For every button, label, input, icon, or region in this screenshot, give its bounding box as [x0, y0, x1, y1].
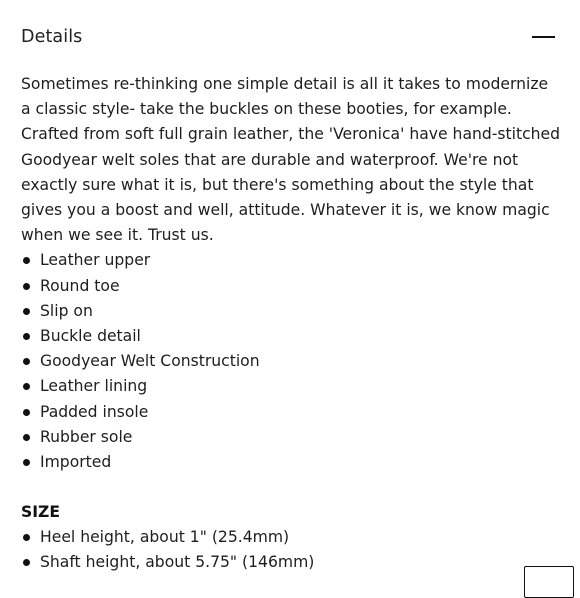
list-item: Shaft height, about 5.75" (146mm): [21, 550, 561, 575]
list-item: Imported: [21, 450, 561, 475]
floating-button[interactable]: [524, 566, 574, 598]
list-item: Goodyear Welt Construction: [21, 349, 561, 374]
list-item: Round toe: [21, 274, 561, 299]
list-item: Rubber sole: [21, 425, 561, 450]
bullet-icon: [23, 283, 30, 290]
list-item: Buckle detail: [21, 324, 561, 349]
bullet-icon: [23, 559, 30, 566]
bullet-icon: [23, 459, 30, 466]
size-list: [21, 525, 561, 575]
list-item: Leather upper: [21, 248, 561, 273]
list-item: Padded insole: [21, 400, 561, 425]
bullet-icon: [23, 534, 30, 541]
minus-icon[interactable]: [532, 36, 555, 38]
list-item: Heel height, about 1" (25.4mm): [21, 525, 561, 550]
bullet-icon: [23, 383, 30, 390]
details-title: Details: [21, 27, 83, 47]
list-item: Slip on: [21, 299, 561, 324]
product-description: Sometimes re-thinking one simple detail is all it takes to modernize a classic style- take the buckles on these booties, for example. Crafted from soft full grain leather, the 'Veronica' have hand-stitched Goodyear welt soles that are durable and waterproof. We're not exactly sure what it is, but there's something about the style that gives you a boost and well, attitude. Whatever it is, we know magic when we see it. Trust us.: [21, 75, 561, 245]
bullet-icon: [23, 409, 30, 416]
feature-list: [21, 248, 561, 475]
bullet-icon: [23, 257, 30, 264]
bullet-icon: [23, 333, 30, 340]
bullet-icon: [23, 434, 30, 441]
bullet-icon: [23, 308, 30, 315]
details-content: [21, 72, 561, 576]
size-heading: SIZE: [21, 503, 60, 522]
bullet-icon: [23, 358, 30, 365]
details-accordion-header[interactable]: [21, 20, 555, 54]
list-item: Leather lining: [21, 374, 561, 399]
